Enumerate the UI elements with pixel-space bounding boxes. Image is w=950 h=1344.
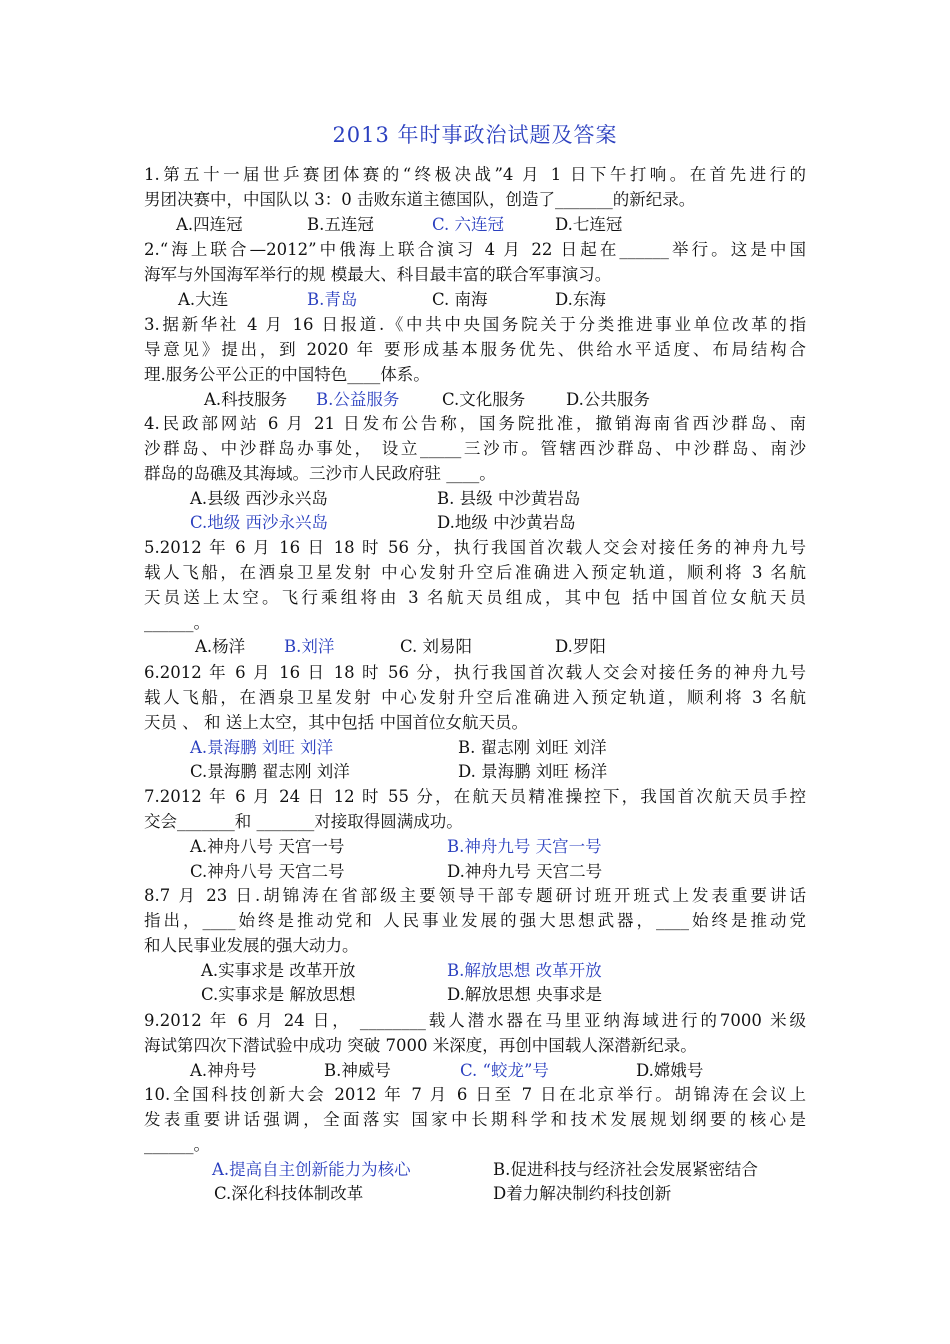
- question-5-text-line: 天员送上太空。飞行乘组将由 3 名航天员组成，其中包 括中国首位女航天员: [144, 587, 806, 607]
- question-8-text-line: 8.7 月 23 日.胡锦涛在省部级主要领导干部专题研讨班开班式上发表重要讲话: [144, 886, 806, 905]
- question-8-option-a: A.实事求是 改革开放: [201, 960, 356, 980]
- question-8-text-line: 指出，____始终是推动党和 人民事业发展的强大思想武器，____始终是推动党: [144, 910, 806, 930]
- question-9-text-line: 海试第四次下潜试验中成功 突破 7000 米深度，再创中国载人深潜新纪录。: [144, 1035, 697, 1055]
- question-8-option-b-answer: B.解放思想 改革开放: [447, 960, 602, 980]
- question-2-text-line: 海军与外国海军举行的规 模最大、科目最丰富的联合军事演习。: [144, 264, 612, 284]
- question-2-option-c: C. 南海: [432, 289, 488, 309]
- question-8-option-c: C.实事求是 解放思想: [201, 985, 356, 1005]
- question-3-option-b-answer: B.公益服务: [316, 389, 400, 409]
- question-1-option-d: D.七连冠: [555, 214, 623, 234]
- question-1-text-line: 男团决赛中，中国队以 3：0 击败东道主德国队，创造了_______的新纪录。: [144, 189, 696, 209]
- question-5-text-line: 5.2012 年 6 月 16 日 18 时 56 分，执行我国首次载人交会对接任务的神舟九号: [144, 538, 806, 557]
- question-6-text-line: 天员 、 和 送上太空，其中包括 中国首位女航天员。: [144, 712, 528, 732]
- question-6-option-c: C.景海鹏 翟志刚 刘洋: [190, 762, 350, 782]
- question-7-option-c: C.神舟八号 天宫二号: [190, 861, 345, 881]
- question-6-option-a-answer: A.景海鹏 刘旺 刘洋: [190, 737, 334, 757]
- question-5-option-a: A.杨洋: [195, 637, 246, 657]
- question-3-text-line: 3.据新华社 4 月 16 日报道.《中共中央国务院关于分类推进事业单位改革的指: [144, 315, 806, 334]
- question-10-text-line: 10.全国科技创新大会 2012 年 7 月 6 日至 7 日在北京举行。胡锦涛在会议上: [144, 1085, 806, 1104]
- question-7-text-line: 7.2012 年 6 月 24 日 12 时 55 分，在航天员精准操控下，我国首次航天员手控: [144, 787, 806, 806]
- question-1-option-c-answer: C. 六连冠: [432, 214, 505, 234]
- question-1-option-b: B.五连冠: [307, 214, 374, 234]
- question-9-option-d: D.嫦娥号: [636, 1060, 704, 1080]
- question-2-text-line: 2.“海上联合—2012”中俄海上联合演习 4 月 22 日起在______举行。这是中国: [144, 240, 806, 259]
- question-10-option-d: D着力解决制约科技创新: [493, 1184, 672, 1204]
- question-2-option-a: A.大连: [178, 289, 229, 309]
- question-4-text-line: 群岛的岛礁及其海域。三沙市人民政府驻 ____。: [144, 463, 496, 483]
- question-3-text-line: 导意见》提出，到 2020 年 要形成基本服务优先、供给水平适度、布局结构合: [144, 339, 806, 359]
- question-10-option-a-answer: A.提高自主创新能力为核心: [212, 1159, 411, 1179]
- question-10-option-b: B.促进科技与经济社会发展紧密结合: [493, 1159, 758, 1179]
- question-6-option-b: B. 翟志刚 刘旺 刘洋: [458, 737, 607, 757]
- question-8-option-d: D.解放思想 央事求是: [447, 985, 603, 1005]
- question-4-option-a: A.县级 西沙永兴岛: [190, 488, 328, 508]
- question-7-option-d: D.神舟九号 天宫二号: [447, 861, 603, 881]
- page-title: 2013 年时事政治试题及答案: [332, 123, 618, 147]
- question-4-option-c-answer: C.地级 西沙永兴岛: [190, 513, 329, 533]
- question-4-text-line: 4.民政部网站 6 月 21 日发布公告称，国务院批准，撤销海南省西沙群岛、南: [144, 414, 806, 433]
- question-7-option-a: A.神舟八号 天宫一号: [190, 836, 345, 856]
- question-4-option-d: D.地级 中沙黄岩岛: [437, 513, 576, 533]
- question-2-option-b-answer: B.青岛: [307, 289, 358, 309]
- question-6-option-d: D. 景海鹏 刘旺 杨洋: [458, 762, 608, 782]
- question-9-option-a: A.神舟号: [190, 1060, 257, 1080]
- question-5-option-b-answer: B.刘洋: [284, 637, 335, 657]
- question-3-option-a: A.科技服务: [204, 389, 288, 409]
- question-6-text-line: 6.2012 年 6 月 16 日 18 时 56 分，执行我国首次载人交会对接任务的神舟九号: [144, 663, 806, 682]
- question-1-text-line: 1.第五十一届世乒赛团体赛的“终极决战”4 月 1 日下午打响。在首先进行的: [144, 165, 806, 184]
- question-9-option-b: B.神威号: [324, 1060, 391, 1080]
- question-3-option-c: C.文化服务: [442, 389, 526, 409]
- question-10-text-line: ______。: [144, 1134, 210, 1154]
- question-10-option-c: C.深化科技体制改革: [214, 1184, 364, 1204]
- question-5-option-c: C. 刘易阳: [400, 637, 473, 657]
- question-8-text-line: 和人民事业发展的强大动力。: [144, 935, 359, 955]
- question-4-option-b: B. 县级 中沙黄岩岛: [437, 488, 581, 508]
- question-5-text-line: ______。: [144, 612, 210, 632]
- question-3-text-line: 理.服务公平公正的中国特色____体系。: [144, 364, 430, 384]
- question-7-option-b-answer: B.神舟九号 天宫一号: [447, 836, 602, 856]
- question-4-text-line: 沙群岛、中沙群岛办事处， 设立_____三沙市。管辖西沙群岛、中沙群岛、南沙: [144, 438, 806, 458]
- question-9-option-c-answer: C. “蛟龙”号: [460, 1060, 549, 1080]
- question-6-text-line: 载人飞船，在酒泉卫星发射 中心发射升空后准确进入预定轨道，顺利将 3 名航: [144, 687, 806, 707]
- question-5-option-d: D.罗阳: [555, 637, 606, 657]
- question-5-text-line: 载人飞船，在酒泉卫星发射 中心发射升空后准确进入预定轨道，顺利将 3 名航: [144, 562, 806, 582]
- question-7-text-line: 交会_______和 _______对接取得圆满成功。: [144, 811, 463, 831]
- question-9-text-line: 9.2012 年 6 月 24 日， ________载人潜水器在马里亚纳海域进行的7000 米级: [144, 1011, 806, 1030]
- question-3-option-d: D.公共服务: [566, 389, 650, 409]
- question-10-text-line: 发表重要讲话强调，全面落实 国家中长期科学和技术发展规划纲要的核心是: [144, 1109, 806, 1129]
- question-2-option-d: D.东海: [555, 289, 606, 309]
- question-1-option-a: A.四连冠: [176, 214, 243, 234]
